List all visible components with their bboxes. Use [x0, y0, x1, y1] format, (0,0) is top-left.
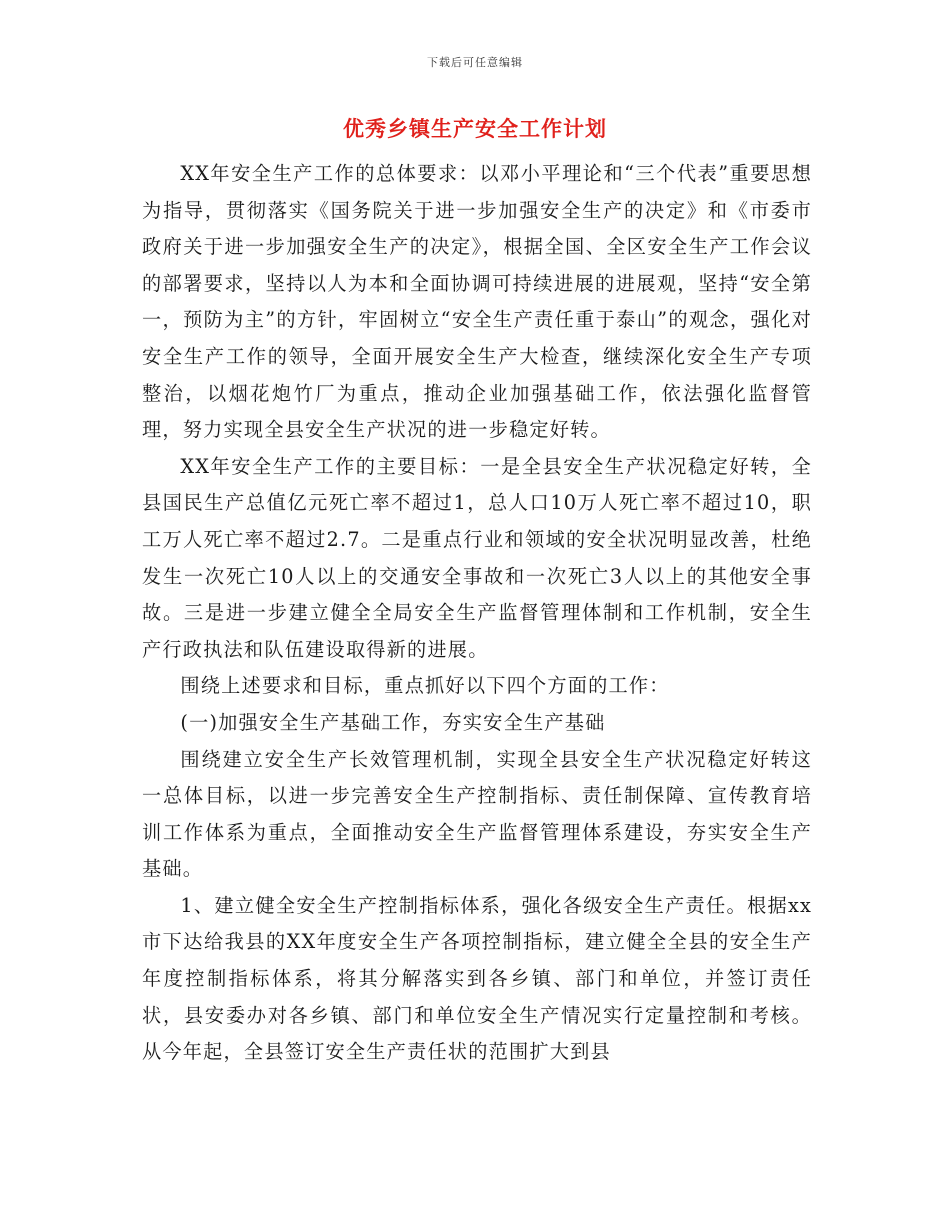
header-note: 下载后可任意编辑 [427, 56, 523, 69]
document-title: 优秀乡镇生产安全工作计划 [343, 116, 607, 141]
section-heading-1: (一)加强安全生产基础工作，夯实安全生产基础 [180, 710, 606, 734]
paragraph-general-requirements: XX年安全生产工作的总体要求：以邓小平理论和“三个代表”重要思想为指导，贯彻落实《国务院关于进一步加强安全生产的决定》和《市委市政府关于进一步加强安全生产的决定》，根据全国、全区安全生产工作会议的部署要求，坚持以人为本和全面协调可持续进展的进展观，坚持“安全第一，预防为主”的方针，牢固树立“安全生产责任重于泰山”的观念，强化对安全生产工作的领导，全面开展安全生产大检查，继续深化安全生产专项整治，以烟花炮竹厂为重点，推动企业加强基础工作，依法强化监督管理，努力实现全县安全生产状况的进一步稳定好转。 [142, 162, 812, 442]
document-body [142, 156, 812, 1071]
paragraph-four-aspects: 围绕上述要求和目标，重点抓好以下四个方面的工作： [180, 674, 670, 698]
paragraph-main-goals: XX年安全生产工作的主要目标：一是全县安全生产状况稳定好转，全县国民生产总值亿元死亡率不超过1，总人口10万人死亡率不超过10，职工万人死亡率不超过2.7。二是重点行业和领域的安全状况明显改善，杜绝发生一次死亡10人以上的交通安全事故和一次死亡3人以上的其他安全事故。三是进一步建立健全全局安全生产监督管理体制和工作机制，安全生产行政执法和队伍建设取得新的进展。 [142, 454, 812, 661]
paragraph-section-1-intro: 围绕建立安全生产长效管理机制，实现全县安全生产状况稳定好转这一总体目标，以进一步完善安全生产控制指标、责任制保障、宣传教育培训工作体系为重点，全面推动安全生产监督管理体系建设，夯实安全生产基础。 [142, 747, 812, 881]
paragraph-item-1: 1、建立健全安全生产控制指标体系，强化各级安全生产责任。根据xx市下达给我县的XX年度安全生产各项控制指标，建立健全全县的安全生产年度控制指标体系，将其分解落实到各乡镇、部门和单位，并签订责任状，县安委办对各乡镇、部门和单位安全生产情况实行定量控制和考核。从今年起，全县签订安全生产责任状的范围扩大到县 [142, 893, 812, 1064]
